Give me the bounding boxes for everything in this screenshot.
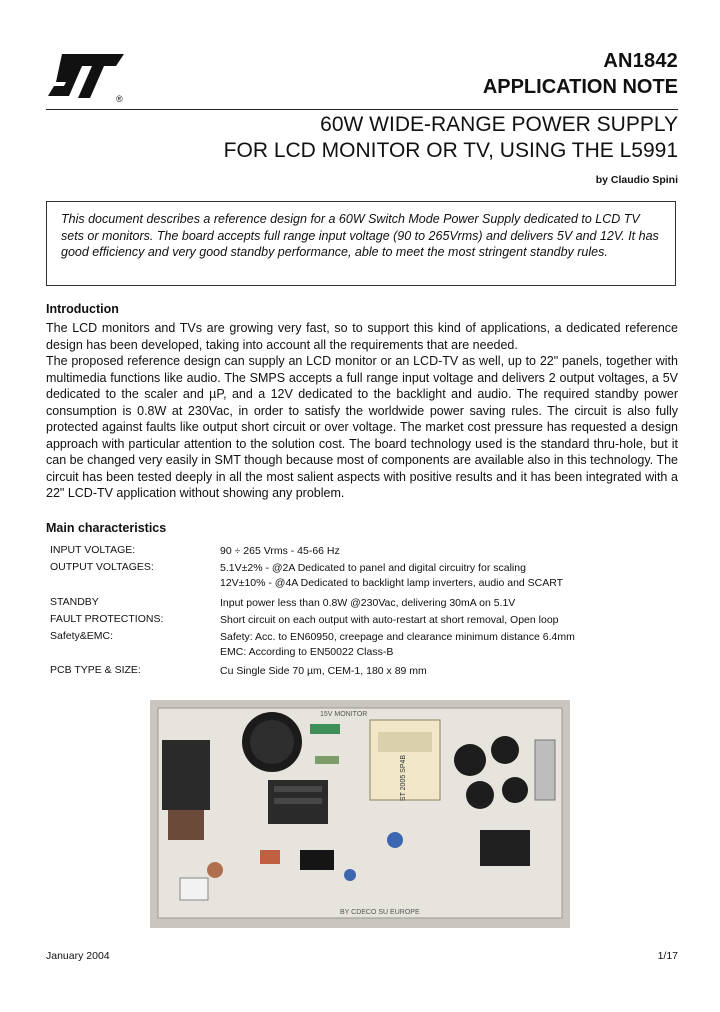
spec-label-safety: Safety&EMC:: [50, 630, 114, 642]
title-line-2: FOR LCD MONITOR OR TV, USING THE L5991: [223, 139, 678, 162]
doc-type: APPLICATION NOTE: [482, 76, 678, 98]
doc-number: AN1842: [603, 50, 678, 72]
spec-value-emc: EMC: According to EN50022 Class-B: [220, 646, 394, 658]
author: by Claudio Spini: [595, 174, 678, 186]
board-silk-top: 15V MONITOR: [320, 711, 368, 718]
spec-value-output-12v: 12V±10% - @4A Dedicated to backlight lamp inverters, audio and SCART: [220, 577, 564, 589]
spec-value-standby: Input power less than 0.8W @230Vac, delivering 30mA on 5.1V: [220, 597, 516, 609]
transformer-label: ST 2005 SP4B: [400, 754, 407, 802]
spec-value-fault: Short circuit on each output with auto-restart at short removal, Open loop: [220, 614, 559, 626]
footer-page-number: 1/17: [657, 950, 678, 962]
registered-mark: ®: [116, 94, 123, 104]
header-rule: [46, 109, 678, 110]
spec-label-pcb: PCB TYPE & SIZE:: [50, 664, 141, 676]
abstract-text: This document describes a reference design for a 60W Switch Mode Power Supply dedicated to LCD TV sets or monitors. The board accepts full range input voltage (90 to 265Vrms) and delivers 5V and 12V. It has good efficiency and very good standby performance, able to meet the most stringent standby rules.: [61, 212, 659, 259]
spec-label-output-voltages: OUTPUT VOLTAGES:: [50, 561, 154, 573]
intro-paragraph-1: The LCD monitors and TVs are growing very fast, so to support this kind of applications, a dedicated reference design has been developed, taking into account all the requirements that are needed.: [46, 321, 678, 352]
footer-date: January 2004: [46, 950, 110, 962]
st-logo: [46, 52, 126, 104]
board-photo: [150, 700, 570, 928]
spec-value-input-voltage: 90 ÷ 265 Vrms - 45-66 Hz: [220, 545, 340, 557]
title-line-1: 60W WIDE-RANGE POWER SUPPLY: [320, 113, 678, 136]
board-silk-bottom: BY CDECO SU EUROPE: [340, 909, 420, 916]
main-characteristics-heading: Main characteristics: [46, 521, 167, 535]
spec-label-fault: FAULT PROTECTIONS:: [50, 613, 164, 625]
abstract-box: [46, 201, 676, 286]
intro-paragraph-2: The proposed reference design can supply an LCD monitor or an LCD-TV as well, up to 22" panels, together with multimedia functions like audio. The SMPS accepts a full range input voltage and delivers 2 output voltages, a 5V dedicated to the scaler and µP, and a 12V dedicated to the backlight and audio. The required standby power consumption is 0.8W at 230Vac, in order to satisfy the worldwide power saving rules. The circuit is also fully protected against faults like output short circuit or over voltage. The market cost pressure has requested a design approach with particular attention to the solution cost. The board technology used is the standard thru-hole, but it can be changed very easily in SMT though because most of components are available also in this technology. The circuit has been tested deeply in all the most salient aspects with positive results and it has been integrated with a 22" LCD-TV application without showing any problem.: [46, 354, 678, 500]
spec-value-safety: Safety: Acc. to EN60950, creepage and clearance minimum distance 6.4mm: [220, 631, 575, 643]
spec-label-standby: STANDBY: [50, 596, 99, 608]
spec-label-input-voltage: INPUT VOLTAGE:: [50, 544, 136, 556]
spec-value-output-5v: 5.1V±2% - @2A Dedicated to panel and digital circuitry for scaling: [220, 562, 526, 574]
introduction-heading: Introduction: [46, 302, 119, 316]
spec-value-pcb: Cu Single Side 70 µm, CEM-1, 180 x 89 mm: [220, 665, 427, 677]
